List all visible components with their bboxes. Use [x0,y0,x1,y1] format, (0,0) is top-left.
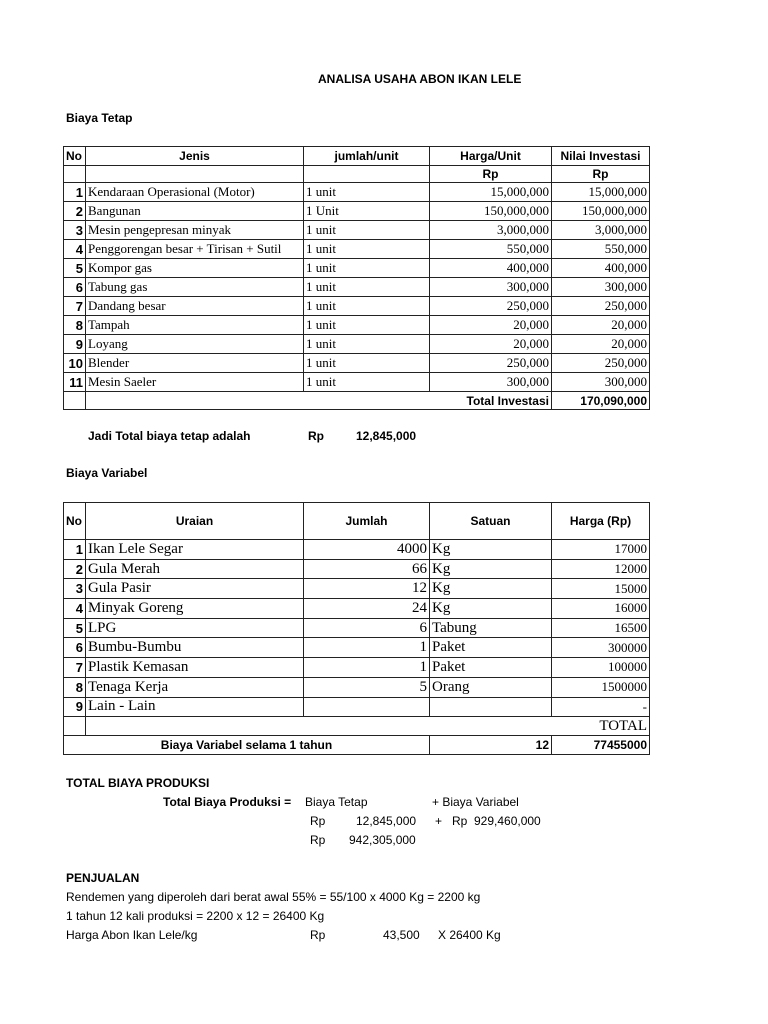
table-row [64,297,650,316]
investment-value: 150,000,000 [552,202,650,221]
item-price: 100000 [552,658,650,678]
table-row [64,240,650,259]
currency-label: Rp [552,166,650,183]
row-number: 2 [64,202,86,221]
item-quantity: 1 unit [304,183,430,202]
unit-price: 3,000,000 [430,221,552,240]
item-price: 12000 [552,559,650,579]
sales-line-price-rp: Rp [310,928,326,942]
item-price: 300000 [552,638,650,658]
table-row [64,638,650,658]
item-quantity: 1 unit [304,354,430,373]
item-price: 1500000 [552,677,650,697]
item-name: Blender [86,354,304,373]
item-quantity: 1 unit [304,297,430,316]
sales-line-price-label: Harga Abon Ikan Lele/kg [66,928,198,942]
fixed-cost-table [63,146,650,410]
table-row [64,259,650,278]
item-name: Tampah [86,316,304,335]
item-unit: Kg [430,540,552,560]
item-name: Lain - Lain [86,697,304,717]
row-number: 11 [64,373,86,392]
item-name: Plastik Kemasan [86,658,304,678]
item-price: 16000 [552,599,650,619]
item-name: Dandang besar [86,297,304,316]
item-name: Loyang [86,335,304,354]
item-name: Gula Pasir [86,579,304,599]
investment-value: 550,000 [552,240,650,259]
table-row [64,221,650,240]
table-row [64,599,650,619]
total-row [64,392,650,410]
investment-value: 300,000 [552,373,650,392]
column-header: Harga/Unit [430,147,552,166]
item-unit [430,697,552,717]
investment-value: 250,000 [552,297,650,316]
investment-value: 400,000 [552,259,650,278]
table-row [64,278,650,297]
table-row [64,697,650,717]
item-quantity [304,697,430,717]
unit-price: 250,000 [430,354,552,373]
item-quantity: 1 unit [304,240,430,259]
investment-value: 20,000 [552,335,650,354]
empty-cell [304,166,430,183]
investment-value: 300,000 [552,278,650,297]
row-number: 2 [64,559,86,579]
fixed-cost-summary-label: Jadi Total biaya tetap adalah [88,429,251,443]
unit-price: 400,000 [430,259,552,278]
item-price: 15000 [552,579,650,599]
item-quantity: 24 [304,599,430,619]
fixed-cost-summary-currency: Rp [308,429,324,443]
sales-line-price-tail: X 26400 Kg [438,928,501,942]
item-quantity: 1 [304,658,430,678]
item-quantity: 66 [304,559,430,579]
row-number: 7 [64,297,86,316]
section-heading-biaya-tetap: Biaya Tetap [66,111,133,125]
item-quantity: 1 unit [304,335,430,354]
row-number: 1 [64,183,86,202]
variable-cost-table [63,502,650,755]
annual-row [64,736,650,755]
formula-plus: + [435,814,443,828]
item-unit: Kg [430,559,552,579]
column-header: Jenis [86,147,304,166]
total-row [64,717,650,736]
section-heading-biaya-variabel: Biaya Variabel [66,466,148,480]
empty-cell [64,717,86,736]
table-row [64,354,650,373]
item-name: Ikan Lele Segar [86,540,304,560]
item-name: LPG [86,618,304,638]
row-number: 4 [64,599,86,619]
fixed-cost-summary-value: 12,845,000 [356,429,417,443]
item-name: Tabung gas [86,278,304,297]
total-production-formula-label: Total Biaya Produksi = [163,795,292,809]
item-quantity: 6 [304,618,430,638]
formula-rp-1: Rp [310,814,326,828]
column-header: Uraian [86,503,304,540]
formula-variable-value: 929,460,000 [474,814,541,828]
sales-line-annual: 1 tahun 12 kali produksi = 2200 x 12 = 26400 Kg [66,909,325,923]
item-quantity: 1 [304,638,430,658]
sales-line-price-value: 43,500 [383,928,420,942]
unit-price: 20,000 [430,335,552,354]
item-price: 17000 [552,540,650,560]
unit-price: 150,000,000 [430,202,552,221]
column-header: jumlah/unit [304,147,430,166]
item-quantity: 5 [304,677,430,697]
column-header: Satuan [430,503,552,540]
row-number: 3 [64,221,86,240]
row-number: 10 [64,354,86,373]
formula-total-value: 942,305,000 [349,833,416,847]
table-row [64,335,650,354]
item-unit: Kg [430,599,552,619]
column-header: No [64,503,86,540]
unit-price: 15,000,000 [430,183,552,202]
table-row [64,202,650,221]
table-row [64,183,650,202]
table-header-row [64,147,650,166]
row-number: 7 [64,658,86,678]
item-name: Bangunan [86,202,304,221]
item-quantity: 1 unit [304,278,430,297]
section-heading-penjualan: PENJUALAN [66,871,140,885]
sales-line-rendemen: Rendemen yang diperoleh dari berat awal 55% = 55/100 x 4000 Kg = 2200 kg [66,890,481,904]
item-price: 16500 [552,618,650,638]
item-name: Kompor gas [86,259,304,278]
currency-label: Rp [430,166,552,183]
formula-term-variable: + Biaya Variabel [432,795,519,809]
table-row [64,373,650,392]
investment-value: 3,000,000 [552,221,650,240]
row-number: 9 [64,697,86,717]
annual-cost-label: Biaya Variabel selama 1 tahun [64,736,430,755]
item-quantity: 1 unit [304,221,430,240]
table-row [64,579,650,599]
investment-value: 20,000 [552,316,650,335]
column-header: Nilai Investasi [552,147,650,166]
item-quantity: 12 [304,579,430,599]
row-number: 1 [64,540,86,560]
empty-cell [86,166,304,183]
item-name: Gula Merah [86,559,304,579]
total-investment-value: 170,090,000 [552,392,650,410]
item-name: Mesin pengepresan minyak [86,221,304,240]
section-heading-total-biaya-produksi: TOTAL BIAYA PRODUKSI [66,776,210,790]
row-number: 5 [64,259,86,278]
row-number: 6 [64,278,86,297]
item-name: Kendaraan Operasional (Motor) [86,183,304,202]
table-header-row [64,503,650,540]
total-investment-label: Total Investasi [86,392,552,410]
item-unit: Kg [430,579,552,599]
item-name: Tenaga Kerja [86,677,304,697]
total-label: TOTAL [86,717,650,736]
column-header: No [64,147,86,166]
item-unit: Paket [430,658,552,678]
table-row [64,658,650,678]
row-number: 3 [64,579,86,599]
table-row [64,316,650,335]
item-unit: Paket [430,638,552,658]
currency-row [64,166,650,183]
investment-value: 15,000,000 [552,183,650,202]
row-number: 8 [64,677,86,697]
unit-price: 20,000 [430,316,552,335]
document-title: ANALISA USAHA ABON IKAN LELE [318,72,522,86]
table-row [64,618,650,638]
unit-price: 300,000 [430,373,552,392]
table-row [64,559,650,579]
item-quantity: 1 Unit [304,202,430,221]
item-quantity: 1 unit [304,373,430,392]
formula-term-fixed: Biaya Tetap [305,795,368,809]
empty-cell [64,392,86,410]
table-row [64,677,650,697]
empty-cell [64,166,86,183]
row-number: 9 [64,335,86,354]
column-header: Jumlah [304,503,430,540]
annual-multiplier: 12 [430,736,552,755]
item-unit: Orang [430,677,552,697]
column-header: Harga (Rp) [552,503,650,540]
item-price: - [552,697,650,717]
annual-cost-value: 77455000 [552,736,650,755]
item-quantity: 1 unit [304,316,430,335]
item-name: Minyak Goreng [86,599,304,619]
item-unit: Tabung [430,618,552,638]
unit-price: 300,000 [430,278,552,297]
item-name: Bumbu-Bumbu [86,638,304,658]
item-name: Mesin Saeler [86,373,304,392]
item-quantity: 4000 [304,540,430,560]
row-number: 8 [64,316,86,335]
unit-price: 250,000 [430,297,552,316]
formula-rp-3: Rp [310,833,326,847]
formula-rp-2: Rp [452,814,468,828]
row-number: 6 [64,638,86,658]
table-row [64,540,650,560]
row-number: 4 [64,240,86,259]
item-quantity: 1 unit [304,259,430,278]
item-name: Penggorengan besar + Tirisan + Sutil [86,240,304,259]
investment-value: 250,000 [552,354,650,373]
row-number: 5 [64,618,86,638]
unit-price: 550,000 [430,240,552,259]
formula-fixed-value: 12,845,000 [356,814,417,828]
